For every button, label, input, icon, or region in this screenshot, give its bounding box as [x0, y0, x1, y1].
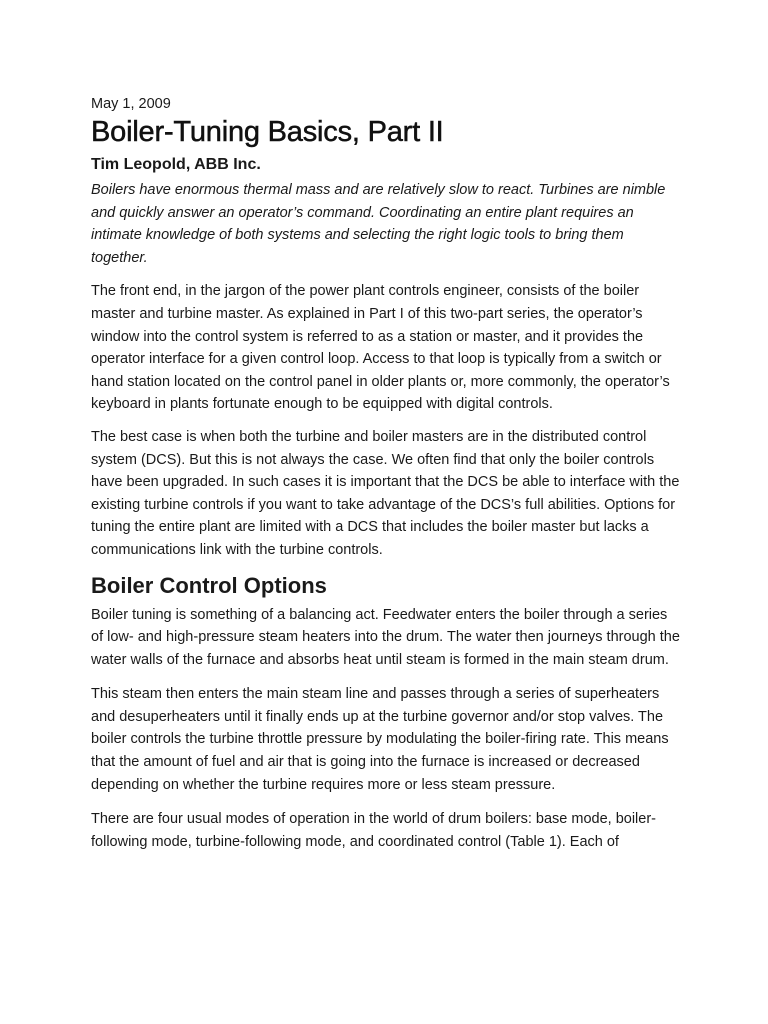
body-paragraph: This steam then enters the main steam line and passes through a series of superheaters and desuperheaters until it finally ends up at the turbine governor and/or stop valves. The boiler controls the turbine throttle pressure by modulating the boiler-firing rate. This means that the amount of fuel and air that is going into the furnace is increased or decreased depending on whether the turbine requires more or less steam pressure. — [91, 686, 669, 793]
article-title: Boiler-Tuning Basics, Part II — [91, 116, 444, 148]
article — [91, 95, 681, 853]
article-deck: Boilers have enormous thermal mass and are relatively slow to react. Turbines are nimble and quickly answer an operator’s command. Coordinating an entire plant requires an intimate knowledge of both systems and selecting the right logic tools to bring them together. — [91, 182, 666, 266]
author-byline: Tim Leopold, ABB Inc. — [91, 156, 261, 173]
publish-date: May 1, 2009 — [91, 96, 171, 112]
body-paragraph: Boiler tuning is something of a balancing act. Feedwater enters the boiler through a series of low- and high-pressure steam heaters into the drum. The water then journeys through the water walls of the furnace and absorbs heat until steam is formed in the main steam drum. — [91, 606, 680, 668]
body-paragraph: There are four usual modes of operation in the world of drum boilers: base mode, boiler-following mode, turbine-following mode, and coordinated control (Table 1). Each of — [91, 811, 656, 850]
body-paragraph: The best case is when both the turbine and boiler masters are in the distributed control system (DCS). But this is not always the case. We often find that only the boiler controls have been upgraded. In such cases it is important that the DCS be able to interface with the existing turbine controls if you want to take advantage of the DCS’s full abilities. Options for tuning the entire plant are limited with a DCS that includes the boiler master but lacks a communications link with the turbine controls. — [91, 428, 680, 558]
section-heading: Boiler Control Options — [91, 572, 327, 598]
body-paragraph: The front end, in the jargon of the power plant controls engineer, consists of the boiler master and turbine master. As explained in Part I of this two-part series, the operator’s window into the control system is referred to as a station or master, and it provides the operator interface for a given control loop. Access to that loop is typically from a switch or hand station located on the control panel in older plants or, more commonly, the operator’s keyboard in plants fortunate enough to be equipped with digital controls. — [91, 283, 670, 413]
